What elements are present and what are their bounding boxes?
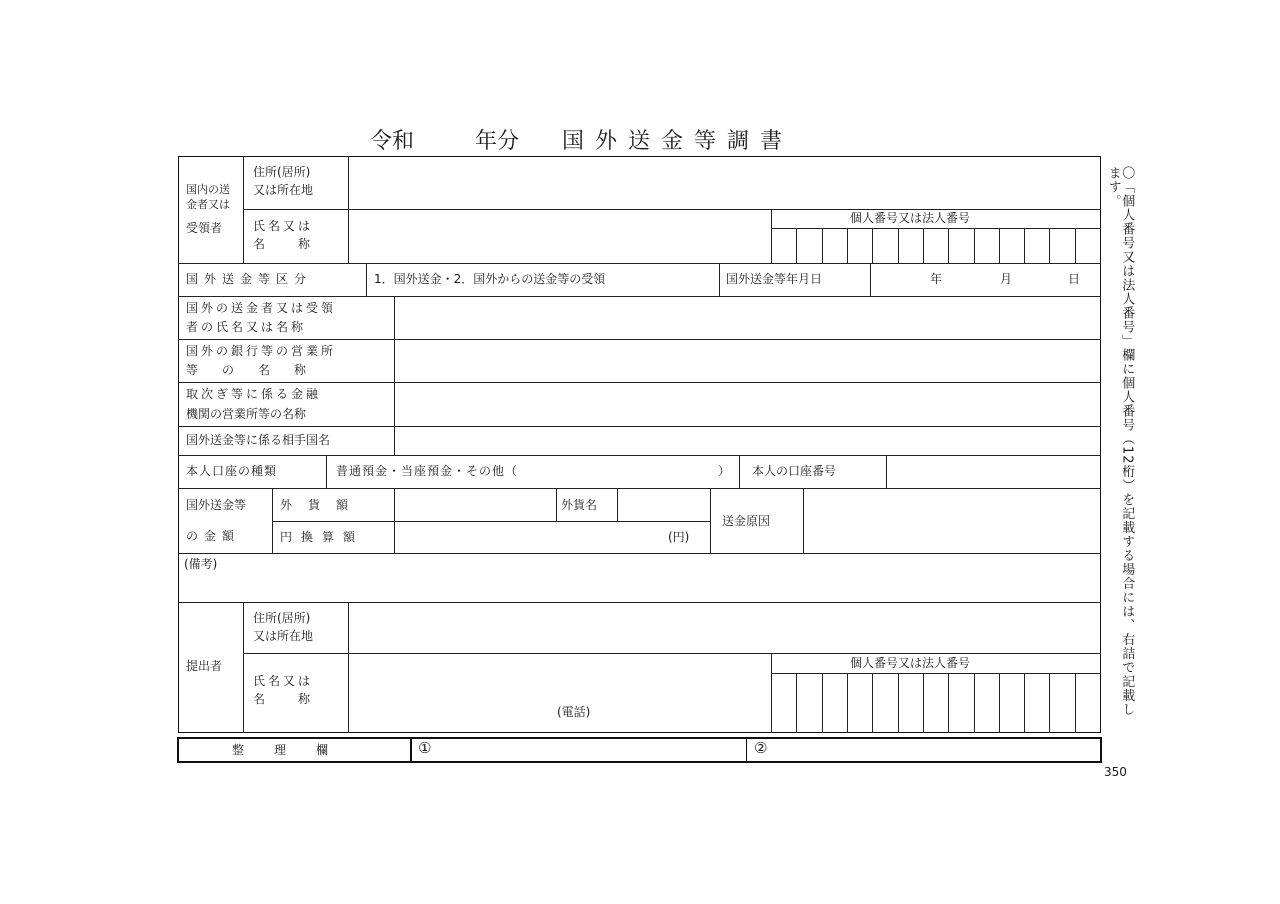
domestic-name-field[interactable] — [349, 210, 771, 263]
submitter-name-label-1: 氏名又は — [253, 674, 314, 688]
id-digit-box[interactable] — [975, 229, 999, 263]
domestic-section-label-3: 受領者 — [186, 221, 223, 235]
domestic-id-label: 個人番号又は法人番号 — [850, 211, 971, 225]
remarks-label: (備考) — [184, 557, 218, 571]
account-number-field[interactable] — [887, 456, 1100, 488]
reason-field[interactable] — [804, 489, 1100, 553]
submitter-phone-label: (電話) — [557, 705, 591, 719]
id-digit-box[interactable] — [949, 674, 973, 733]
admin-label: 整理欄 — [232, 743, 359, 757]
intermediary-label-1: 取次ぎ等に係る金融 — [186, 387, 322, 401]
id-digit-box[interactable] — [797, 229, 821, 263]
category-options[interactable]: 1．国外送金・2．国外からの送金等の受領 — [374, 272, 606, 286]
id-digit-box[interactable] — [1050, 674, 1074, 733]
domestic-section-label-1: 国内の送 — [186, 183, 230, 196]
category-label: 国外送金等区分 — [186, 272, 313, 286]
id-digit-box[interactable] — [772, 229, 796, 263]
id-digit-box[interactable] — [1076, 674, 1100, 733]
id-digit-box[interactable] — [1076, 229, 1100, 263]
domestic-address-field[interactable] — [349, 157, 1100, 209]
submitter-address-field[interactable] — [349, 603, 1100, 653]
submitter-id-label: 個人番号又は法人番号 — [850, 656, 971, 670]
amount-section-label-2: の金額 — [186, 529, 241, 543]
yen-unit: (円) — [668, 530, 690, 544]
id-digit-box[interactable] — [823, 674, 847, 733]
foreign-name-label-1: 国外の送金者又は受領 — [186, 301, 337, 315]
page-title: 国外送金等調書 — [562, 129, 794, 154]
id-digit-box[interactable] — [975, 674, 999, 733]
date-label: 国外送金等年月日 — [726, 272, 823, 286]
id-digit-box[interactable] — [1050, 229, 1074, 263]
admin-field-2-marker[interactable]: ② — [754, 739, 768, 757]
id-digit-box[interactable] — [848, 674, 872, 733]
foreign-bank-label-2: 等 の 名 称 — [186, 363, 313, 377]
id-digit-box[interactable] — [1000, 674, 1024, 733]
foreign-name-label-2: 者の氏名又は名称 — [186, 320, 307, 334]
id-digit-box[interactable] — [797, 674, 821, 733]
submitter-section-label: 提出者 — [186, 659, 223, 673]
reason-label: 送金原因 — [722, 514, 771, 528]
foreign-amount-field[interactable] — [395, 489, 556, 521]
date-day: 日 — [1068, 272, 1081, 286]
id-digit-box[interactable] — [899, 229, 923, 263]
id-digit-box[interactable] — [899, 674, 923, 733]
submitter-name-field[interactable] — [349, 654, 771, 733]
submitter-address-label-2: 又は所在地 — [253, 629, 314, 643]
date-year: 年 — [930, 272, 943, 286]
foreign-bank-field[interactable] — [395, 340, 1100, 382]
id-digit-box[interactable] — [873, 229, 897, 263]
date-month: 月 — [1000, 272, 1013, 286]
id-digit-box[interactable] — [873, 674, 897, 733]
id-digit-box[interactable] — [1000, 229, 1024, 263]
yen-amount-label: 円換算額 — [280, 530, 365, 544]
id-digit-box[interactable] — [772, 674, 796, 733]
account-number-label: 本人の口座番号 — [752, 464, 837, 478]
amount-section-label-1: 国外送金等 — [186, 498, 247, 512]
domestic-section-label-2: 金者又は — [186, 198, 230, 211]
remarks-field[interactable] — [179, 572, 1100, 602]
foreign-name-field[interactable] — [395, 297, 1100, 339]
submitter-address-label-1: 住所(居所) — [253, 611, 311, 625]
id-digit-box[interactable] — [924, 229, 948, 263]
currency-field[interactable] — [618, 489, 710, 521]
page-number: 350 — [1104, 765, 1127, 779]
domestic-address-label-2: 又は所在地 — [253, 183, 314, 197]
account-type-close: ） — [718, 464, 731, 478]
intermediary-field[interactable] — [395, 383, 1100, 426]
yen-amount-field[interactable] — [395, 522, 710, 553]
account-type-label: 本人口座の種類 — [186, 464, 278, 478]
admin-field-1-marker[interactable]: ① — [418, 739, 432, 757]
account-type-options[interactable]: 普通預金・当座預金・その他（ — [336, 464, 519, 478]
country-label: 国外送金等に係る相手国名 — [186, 433, 331, 447]
id-digit-box[interactable] — [848, 229, 872, 263]
id-digit-box[interactable] — [1025, 674, 1049, 733]
title-year: 年分 — [475, 129, 520, 154]
submitter-name-label-2: 名 称 — [253, 692, 314, 706]
title-era: 令和 — [370, 129, 415, 154]
foreign-bank-label-1: 国外の銀行等の営業所 — [186, 344, 337, 358]
currency-label: 外貨名 — [561, 498, 598, 512]
domestic-name-label-1: 氏名又は — [253, 219, 314, 233]
intermediary-label-2: 機関の営業所等の名称 — [186, 407, 307, 421]
domestic-name-label-2: 名 称 — [253, 237, 314, 251]
id-digit-box[interactable] — [924, 674, 948, 733]
id-digit-box[interactable] — [949, 229, 973, 263]
side-note: 〇「個人番号又は法人番号」欄に個人番号（12桁）を記載する場合には、右詰で記載します。 — [1105, 166, 1135, 717]
foreign-amount-label: 外貨額 — [280, 498, 365, 512]
id-digit-box[interactable] — [1025, 229, 1049, 263]
country-field[interactable] — [395, 427, 1100, 455]
id-digit-box[interactable] — [823, 229, 847, 263]
domestic-address-label-1: 住所(居所) — [253, 165, 311, 179]
